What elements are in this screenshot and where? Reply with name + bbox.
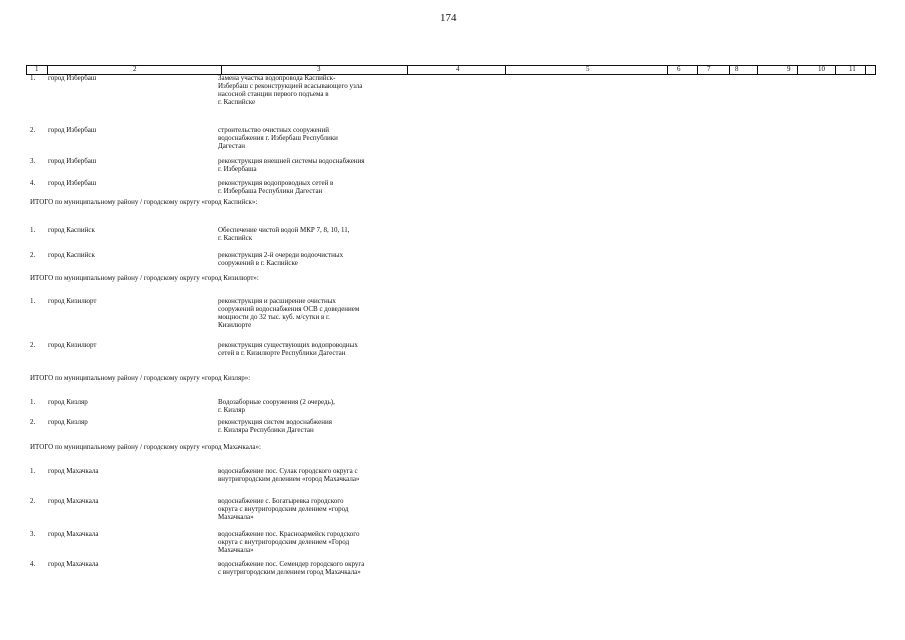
row-number: 2. xyxy=(30,418,36,426)
description-line: Замена участка водопровода Каспийск- xyxy=(218,74,336,82)
description-line: реконструкция 2-й очереди водоочистных xyxy=(218,251,344,259)
row-number: 1. xyxy=(30,398,36,406)
column-header: 8 xyxy=(735,65,739,73)
description-line: реконструкция систем водоснабжения xyxy=(218,418,332,426)
description-line: внутригородским делением «город Махачкала» xyxy=(218,475,360,483)
city-name: город Махачкала xyxy=(48,497,99,505)
column-header: 3 xyxy=(317,65,321,73)
city-name: город Кизляр xyxy=(48,418,88,426)
description-line: Махачкала» xyxy=(218,546,254,554)
column-header: 4 xyxy=(456,65,460,73)
description-line: Махачкала» xyxy=(218,513,254,521)
city-name: город Каспийск xyxy=(48,226,95,234)
description-line: г. Кизляра Республики Дагестан xyxy=(218,426,314,434)
column-header: 7 xyxy=(707,65,711,73)
description-line: округа с внутригородским делением «город xyxy=(218,505,349,513)
total-label: ИТОГО по муниципальному району / городскому округу «город Кизилюрт»: xyxy=(30,274,259,282)
description-line: округа с внутригородским делением «Город xyxy=(218,538,350,546)
row-number: 1. xyxy=(30,297,36,305)
row-number: 4. xyxy=(30,179,36,187)
description-line: строительство очистных сооружений xyxy=(218,126,329,134)
city-name: город Кизилюрт xyxy=(48,341,97,349)
column-header: 6 xyxy=(677,65,681,73)
city-name: город Махачкала xyxy=(48,467,99,475)
description-line: водоснабжение пос. Красноармейск городского xyxy=(218,530,360,538)
city-name: город Избербаш xyxy=(48,74,97,82)
description-line: г. Каспийске xyxy=(218,98,256,106)
row-number: 2. xyxy=(30,341,36,349)
description-line: Обеспечение чистой водой МКР 7, 8, 10, 11, xyxy=(218,226,350,234)
description-line: Кизилюрте xyxy=(218,321,252,329)
description-line: реконструкция внешней системы водоснабжения xyxy=(218,157,365,165)
row-number: 2. xyxy=(30,126,36,134)
description-line: сетей в г. Кизилюрте Республики Дагестан xyxy=(218,349,346,357)
description-line: Избербаш с реконструкцией всасывающего узла xyxy=(218,82,363,90)
description-line: Водозаборные сооружения (2 очередь), xyxy=(218,398,335,406)
description-line: г. Избербаша Республики Дагестан xyxy=(218,187,323,195)
city-name: город Кизляр xyxy=(48,398,88,406)
description-line: реконструкция водопроводных сетей в xyxy=(218,179,334,187)
row-number: 2. xyxy=(30,497,36,505)
description-line: сооружений в г. Каспийске xyxy=(218,259,298,267)
city-name: город Махачкала xyxy=(48,560,99,568)
description-line: водоснабжение пос. Семендер городского округа xyxy=(218,560,365,568)
column-header: 1 xyxy=(35,65,39,73)
description-line: водоснабжение пос. Сулак городского округа с xyxy=(218,467,358,475)
description-line: реконструкция и расширение очистных xyxy=(218,297,336,305)
total-label: ИТОГО по муниципальному району / городскому округу «город Каспийск»: xyxy=(30,198,258,206)
page-number: 174 xyxy=(440,12,457,24)
city-name: город Избербаш xyxy=(48,157,97,165)
column-header: 11 xyxy=(849,65,856,73)
row-number: 4. xyxy=(30,560,36,568)
column-header: 2 xyxy=(133,65,137,73)
total-label: ИТОГО по муниципальному району / городскому округу «город Кизляр»: xyxy=(30,374,251,382)
table-header xyxy=(26,65,876,75)
description-line: Дагестан xyxy=(218,142,246,150)
row-number: 3. xyxy=(30,157,36,165)
description-line: реконструкция существующих водопроводных xyxy=(218,341,358,349)
description-line: г. Избербаша xyxy=(218,165,257,173)
description-line: с внутригородским делением город Махачкала» xyxy=(218,568,361,576)
description-line: насосной станции первого подъема в xyxy=(218,90,329,98)
row-number: 1. xyxy=(30,226,36,234)
description-line: сооружений водоснабжения ОСВ с доведением xyxy=(218,305,360,313)
description-line: мощности до 32 тыс. куб. м/сутки в г. xyxy=(218,313,330,321)
city-name: город Избербаш xyxy=(48,126,97,134)
total-label: ИТОГО по муниципальному району / городскому округу «город Махачкала»: xyxy=(30,443,261,451)
description-line: водоснабжения г. Избербаш Республики xyxy=(218,134,338,142)
row-number: 2. xyxy=(30,251,36,259)
description-line: водоснабжение с. Богатыревка городского xyxy=(218,497,344,505)
city-name: город Избербаш xyxy=(48,179,97,187)
city-name: город Махачкала xyxy=(48,530,99,538)
description-line: г. Кизляр xyxy=(218,406,245,414)
row-number: 1. xyxy=(30,467,36,475)
row-number: 1. xyxy=(30,74,36,82)
description-line: г. Каспийск xyxy=(218,234,253,242)
column-header: 5 xyxy=(586,65,590,73)
column-header: 10 xyxy=(818,65,825,73)
city-name: город Кизилюрт xyxy=(48,297,97,305)
row-number: 3. xyxy=(30,530,36,538)
city-name: город Каспийск xyxy=(48,251,95,259)
column-header: 9 xyxy=(787,65,791,73)
